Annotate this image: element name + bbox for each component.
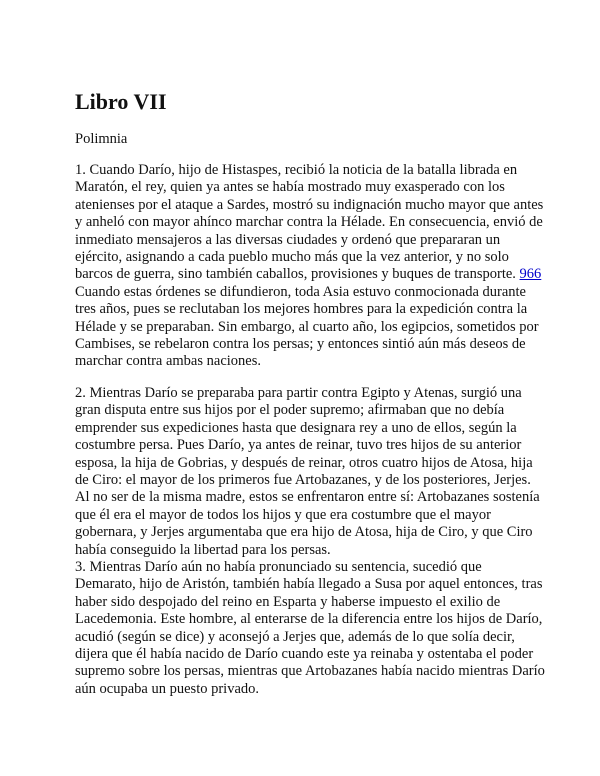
book-subtitle: Polimnia [75, 131, 128, 147]
paragraph-1-text-before-note: 1. Cuando Darío, hijo de Histaspes, recibió la noticia de la batalla librada en Maratón, el rey, quien ya antes se había mostrado muy exasperado con los atenienses por el ataque a Sardes, mostró su indignación mucho mayor que antes y anheló con mayor ahínco marchar contra la Hélade. En consecuencia, envió de inmediato mensajeros a las diversas ciudades y ordenó que prepararan un ejército, asignando a cada pueblo mucho más que la vez anterior, y no solo barcos de guerra, sino también caballos, provisiones y buques de transporte. [75, 162, 544, 283]
paragraph-2: 2. Mientras Darío se preparaba para partir contra Egipto y Atenas, surgió una gran disputa entre sus hijos por el poder supremo; afirmaban que no debía emprender sus expediciones hasta que designara rey a uno de ellos, según la costumbre persa. Pues Darío, ya antes de reinar, tuvo tres hijos de su anterior esposa, la hija de Gobrias, y después de reinar, otros cuatro hijos de Atosa, hija de Ciro: el mayor de los primeros fue Artobazanes, y de los posteriores, Jerjes. Al no ser de la misma madre, estos se enfrentaron entre sí: Artobazanes sostenía que él era el mayor de todos los hijos y que era costumbre que el mayor gobernara, y Jerjes argumentaba que era hijo de Atosa, hija de Ciro, y que Ciro había conseguido la libertad para los persas. [75, 384, 540, 558]
document-page [75, 88, 545, 698]
paragraph-1-text-after-note: Cuando estas órdenes se difundieron, toda Asia estuvo conmocionada durante tres años, pues se reclutaban los mejores hombres para la expedición contra la Hélade y se preparaban. Sin embargo, al cuarto año, los egipcios, sometidos por Cambises, se rebelaron contra los persas; y entonces sintió aún más deseos de marchar contra ambas naciones. [75, 283, 539, 370]
paragraph-3: 3. Mientras Darío aún no había pronunciado su sentencia, sucedió que Demarato, hijo de Aristón, también había llegado a Susa por aquel entonces, tras haber sido despojado del reino en Esparta y haberse impuesto el exilio de Lacedemonia. Este hombre, al enterarse de la diferencia entre los hijos de Darío, acudió (según se dice) y aconsejó a Jerjes que, además de lo que solía decir, dijera que él había nacido de Darío cuando este ya reinaba y ostentaba el poder supremo sobre los persas, mientras que Artobazanes había nacido mientras Darío aún ocupaba un puesto privado. [75, 558, 545, 697]
paragraph-1 [75, 162, 545, 371]
footnote-link-966[interactable]: 966 [519, 266, 542, 283]
book-title: Libro VII [75, 89, 167, 114]
